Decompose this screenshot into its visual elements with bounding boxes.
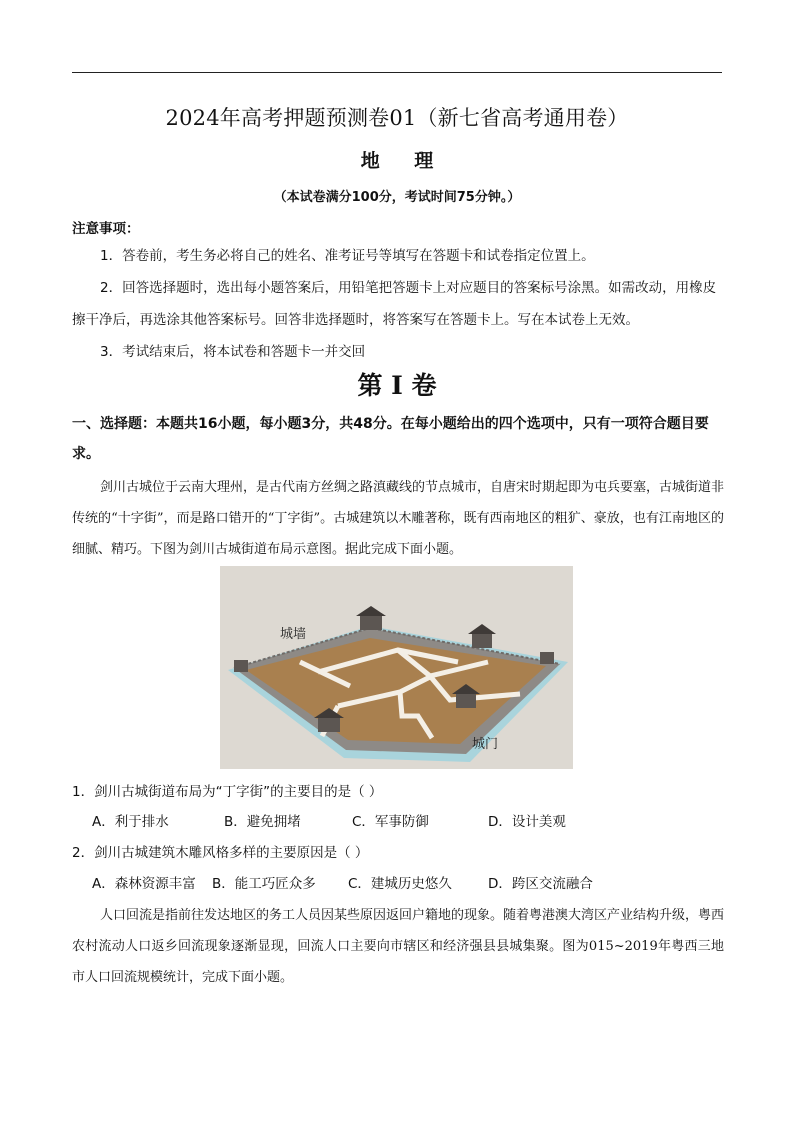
label-city-gate: 城门 [472,737,499,752]
q1-option-d[interactable]: D．设计美观 [488,814,566,830]
q2-option-d[interactable]: D．跨区交流融合 [488,876,593,892]
question-1-stem: 1．剑川古城街道布局为“丁字街”的主要目的是（ ） [72,784,383,800]
notice-item-3: 3．考试结束后，将本试卷和答题卡一并交回 [100,344,366,360]
q1-option-b[interactable]: B．避免拥堵 [224,814,301,830]
volume-title: 第 I 卷 [357,371,437,400]
notice-item-1: 1．答卷前，考生务必将自己的姓名、准考证号等填写在答题卡和试卷指定位置上。 [100,248,595,264]
passage-jianchuan: 剑川古城位于云南大理州，是古代南方丝绸之路滇藏线的节点城市，自唐宋时期起即为屯兵要塞，古城街道非传统的“十字街”，而是路口错开的“丁字街”。古城建筑以木雕著称，既有西南地区的粗犷、豪放，也有江南地区的细腻、精巧。下图为剑川古城街道布局示意图。据此完成下面小题。 [72,480,725,557]
question-2-stem: 2．剑川古城建筑木雕风格多样的主要原因是（ ） [72,845,369,861]
gate-tower-west [234,660,248,672]
gate-tower-northeast [472,632,492,648]
q2-option-b[interactable]: B．能工巧匠众多 [212,876,316,892]
notice-list [72,240,722,368]
q1-option-a[interactable]: A．利于排水 [92,814,169,830]
score-note: （本试卷满分100分，考试时间75分钟。） [273,190,521,205]
question-1-options [92,810,732,830]
notice-item-2: 2．回答选择题时，选出每小题答案后，用铅笔把答题卡上对应题目的答案标号涂黑。如需改动，用橡皮擦干净后，再选涂其他答案标号。回答非选择题时，将答案写在答题卡上。写在本试卷上无效。 [72,280,717,328]
exam-title: 2024年高考押题预测卷01（新七省高考通用卷） [165,106,629,130]
gate-tower-southwest [318,716,340,732]
gate-tower-southeast [456,692,476,708]
question-2-options [92,872,732,892]
gate-tower-east [540,652,554,664]
label-city-wall: 城墙 [280,627,307,642]
gate-tower-north [360,614,382,630]
subject-title: 地 理 [360,150,448,172]
q2-option-a[interactable]: A．森林资源丰富 [92,876,196,892]
passage-population-return: 人口回流是指前往发达地区的务工人员因某些原因返回户籍地的现象。随着粤港澳大湾区产业结构升级，粤西农村流动人口返乡回流现象逐渐显现，回流人口主要向市辖区和经济强县县城集聚。图为015~2019年粤西三地市人口回流规模统计，完成下面小题。 [72,908,725,985]
q2-option-c[interactable]: C．建城历史悠久 [348,876,452,892]
jianchuan-street-map [220,566,573,769]
section-instructions: 一、选择题：本题共16小题，每小题3分，共48分。在每小题给出的四个选项中，只有一项符合题目要求。 [72,416,709,462]
notice-heading: 注意事项： [72,221,140,237]
header-rule [72,72,722,73]
q1-option-c[interactable]: C．军事防御 [352,814,429,830]
